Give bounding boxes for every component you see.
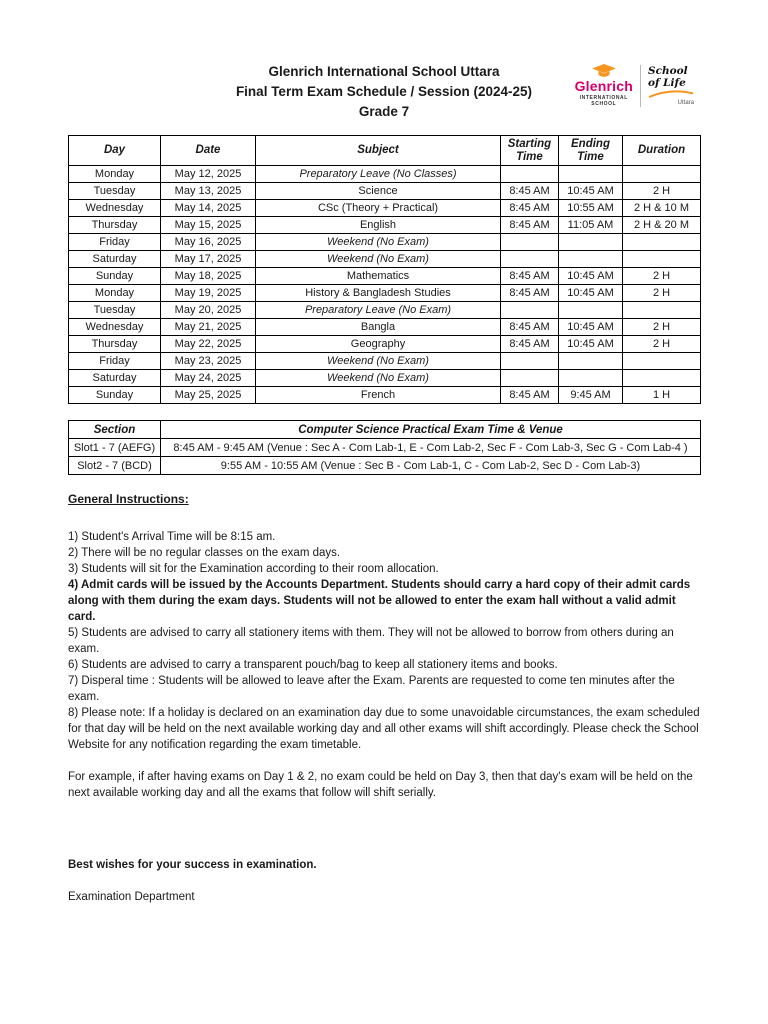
schedule-row — [69, 217, 701, 234]
subject-cell: CSc (Theory + Practical) — [256, 200, 501, 217]
school-name-title: Glenrich International School Uttara — [268, 64, 500, 79]
schedule-row — [69, 166, 701, 183]
day-cell: Monday — [69, 166, 161, 183]
practical-exam-table — [68, 420, 701, 475]
schedule-row — [69, 200, 701, 217]
duration-cell: 2 H & 20 M — [623, 217, 701, 234]
end-time-cell: 10:45 AM — [559, 268, 623, 285]
example-paragraph: For example, if after having exams on Day 1 & 2, no exam could be held on Day 3, then that day's exam will be held on the next available working day and all the exams that follow will shift serially. — [68, 771, 693, 799]
logo-divider — [640, 65, 641, 107]
end-time-cell: 10:45 AM — [559, 336, 623, 353]
general-instructions-heading: General Instructions: — [68, 492, 189, 506]
schedule-row — [69, 387, 701, 404]
col-header-ending-time: Ending Time — [559, 136, 623, 166]
exam-session-title: Final Term Exam Schedule / Session (2024-25) — [235, 84, 533, 99]
date-cell: May 20, 2025 — [161, 302, 256, 319]
end-time-cell: 10:45 AM — [559, 285, 623, 302]
instruction-item: 8) Please note: If a holiday is declared on an examination day due to some unavoidable circumstances, the exam scheduled for that day will be held on the next available working day and all other exams will shift accordingly. Please check the School Website for any notification regarding the exam timetable. — [68, 707, 700, 751]
date-cell: May 24, 2025 — [161, 370, 256, 387]
start-time-cell: 8:45 AM — [501, 336, 559, 353]
duration-cell: 2 H — [623, 319, 701, 336]
day-cell: Tuesday — [69, 183, 161, 200]
start-time-cell: 8:45 AM — [501, 268, 559, 285]
exam-schedule-table — [68, 135, 701, 404]
end-time-cell — [559, 166, 623, 183]
end-time-cell: 10:45 AM — [559, 183, 623, 200]
day-cell: Thursday — [69, 336, 161, 353]
col-header-practical-venue: Computer Science Practical Exam Time & Venue — [161, 421, 701, 439]
date-cell: May 12, 2025 — [161, 166, 256, 183]
col-header-section: Section — [69, 421, 161, 439]
instruction-item: 7) Disperal time : Students will be allowed to leave after the Exam. Parents are requested to come ten minutes after the exam. — [68, 675, 675, 703]
schedule-row — [69, 370, 701, 387]
start-time-cell: 8:45 AM — [501, 319, 559, 336]
instruction-item: 4) Admit cards will be issued by the Accounts Department. Students should carry a hard copy of their admit cards along with them during the exam days. Students will not be allowed to enter the exam hall without a valid admit card. — [68, 579, 691, 623]
subject-cell: Preparatory Leave (No Classes) — [256, 166, 501, 183]
start-time-cell — [501, 234, 559, 251]
day-cell: Saturday — [69, 251, 161, 268]
duration-cell: 2 H — [623, 285, 701, 302]
end-time-cell: 10:45 AM — [559, 319, 623, 336]
brand-name: Glenrich — [574, 78, 633, 94]
end-time-cell — [559, 353, 623, 370]
duration-cell — [623, 302, 701, 319]
duration-cell: 2 H — [623, 183, 701, 200]
schedule-row — [69, 319, 701, 336]
end-time-cell: 11:05 AM — [559, 217, 623, 234]
practical-table-body — [69, 439, 701, 475]
subject-cell: Mathematics — [256, 268, 501, 285]
subject-cell: History & Bangladesh Studies — [256, 285, 501, 302]
duration-cell: 2 H & 10 M — [623, 200, 701, 217]
subject-cell: Bangla — [256, 319, 501, 336]
date-cell: May 16, 2025 — [161, 234, 256, 251]
subject-cell: Weekend (No Exam) — [256, 251, 501, 268]
instruction-item: 3) Students will sit for the Examination according to their room allocation. — [68, 563, 439, 575]
duration-cell: 1 H — [623, 387, 701, 404]
schedule-row — [69, 336, 701, 353]
date-cell: May 22, 2025 — [161, 336, 256, 353]
end-time-cell — [559, 302, 623, 319]
start-time-cell — [501, 353, 559, 370]
end-time-cell — [559, 251, 623, 268]
start-time-cell: 8:45 AM — [501, 285, 559, 302]
duration-cell — [623, 166, 701, 183]
grade-title: Grade 7 — [358, 104, 410, 119]
date-cell: May 17, 2025 — [161, 251, 256, 268]
day-cell: Sunday — [69, 387, 161, 404]
instruction-item: 2) There will be no regular classes on the exam days. — [68, 547, 341, 559]
schedule-row — [69, 183, 701, 200]
col-header-date: Date — [161, 136, 256, 166]
start-time-cell — [501, 251, 559, 268]
practical-row — [69, 457, 701, 475]
duration-cell: 2 H — [623, 336, 701, 353]
section-cell: Slot1 - 7 (AEFG) — [69, 439, 161, 457]
schedule-row — [69, 234, 701, 251]
subject-cell: Weekend (No Exam) — [256, 234, 501, 251]
closing-wishes: Best wishes for your success in examination. — [68, 859, 317, 871]
schedule-row — [69, 268, 701, 285]
venue-cell: 8:45 AM - 9:45 AM (Venue : Sec A - Com Lab-1, E - Com Lab-2, Sec F - Com Lab-3, Sec G - Com Lab-4 ) — [161, 439, 701, 457]
start-time-cell — [501, 166, 559, 183]
logo-tagline-block — [648, 65, 694, 106]
end-time-cell: 9:45 AM — [559, 387, 623, 404]
col-header-day: Day — [69, 136, 161, 166]
subject-cell: Science — [256, 183, 501, 200]
subject-cell: Preparatory Leave (No Exam) — [256, 302, 501, 319]
subject-cell: English — [256, 217, 501, 234]
signature-department: Examination Department — [68, 891, 195, 903]
schedule-row — [69, 353, 701, 370]
col-header-starting-time: Starting Time — [501, 136, 559, 166]
subject-cell: Geography — [256, 336, 501, 353]
end-time-cell — [559, 370, 623, 387]
day-cell: Wednesday — [69, 200, 161, 217]
date-cell: May 19, 2025 — [161, 285, 256, 302]
instruction-item: 5) Students are advised to carry all stationery items with them. They will not be allowed to borrow from others during an exam. — [68, 627, 674, 655]
date-cell: May 15, 2025 — [161, 217, 256, 234]
day-cell: Monday — [69, 285, 161, 302]
schedule-row — [69, 302, 701, 319]
section-cell: Slot2 - 7 (BCD) — [69, 457, 161, 475]
date-cell: May 13, 2025 — [161, 183, 256, 200]
day-cell: Saturday — [69, 370, 161, 387]
campus-location: Uttara — [677, 100, 694, 106]
duration-cell — [623, 370, 701, 387]
start-time-cell — [501, 302, 559, 319]
day-cell: Tuesday — [69, 302, 161, 319]
duration-cell: 2 H — [623, 268, 701, 285]
graduation-cap-icon — [592, 64, 616, 78]
practical-row — [69, 439, 701, 457]
start-time-cell: 8:45 AM — [501, 200, 559, 217]
start-time-cell — [501, 370, 559, 387]
duration-cell — [623, 251, 701, 268]
instruction-item: 6) Students are advised to carry a transparent pouch/bag to keep all stationery items and books. — [68, 659, 558, 671]
start-time-cell: 8:45 AM — [501, 183, 559, 200]
subject-cell: Weekend (No Exam) — [256, 353, 501, 370]
duration-cell — [623, 353, 701, 370]
date-cell: May 23, 2025 — [161, 353, 256, 370]
day-cell: Wednesday — [69, 319, 161, 336]
col-header-subject: Subject — [256, 136, 501, 166]
duration-cell — [623, 234, 701, 251]
logo-tagline: School of Life — [648, 65, 688, 89]
end-time-cell: 10:55 AM — [559, 200, 623, 217]
day-cell: Friday — [69, 234, 161, 251]
day-cell: Sunday — [69, 268, 161, 285]
swoosh-icon — [648, 90, 694, 99]
col-header-duration: Duration — [623, 136, 701, 166]
schedule-header-row — [69, 136, 701, 166]
schedule-row — [69, 251, 701, 268]
date-cell: May 14, 2025 — [161, 200, 256, 217]
brand-subtitle: INTERNATIONAL SCHOOL — [579, 95, 628, 107]
schedule-table-body — [69, 166, 701, 404]
logo-wordmark — [575, 64, 633, 107]
venue-cell: 9:55 AM - 10:55 AM (Venue : Sec B - Com Lab-1, C - Com Lab-2, Sec D - Com Lab-3) — [161, 457, 701, 475]
practical-header-row — [69, 421, 701, 439]
schedule-row — [69, 285, 701, 302]
subject-cell: French — [256, 387, 501, 404]
date-cell: May 25, 2025 — [161, 387, 256, 404]
school-logo — [575, 64, 694, 107]
instruction-item: 1) Student's Arrival Time will be 8:15 am. — [68, 531, 276, 543]
subject-cell: Weekend (No Exam) — [256, 370, 501, 387]
day-cell: Friday — [69, 353, 161, 370]
date-cell: May 21, 2025 — [161, 319, 256, 336]
start-time-cell: 8:45 AM — [501, 387, 559, 404]
instruction-list — [68, 529, 700, 753]
day-cell: Thursday — [69, 217, 161, 234]
start-time-cell: 8:45 AM — [501, 217, 559, 234]
end-time-cell — [559, 234, 623, 251]
date-cell: May 18, 2025 — [161, 268, 256, 285]
